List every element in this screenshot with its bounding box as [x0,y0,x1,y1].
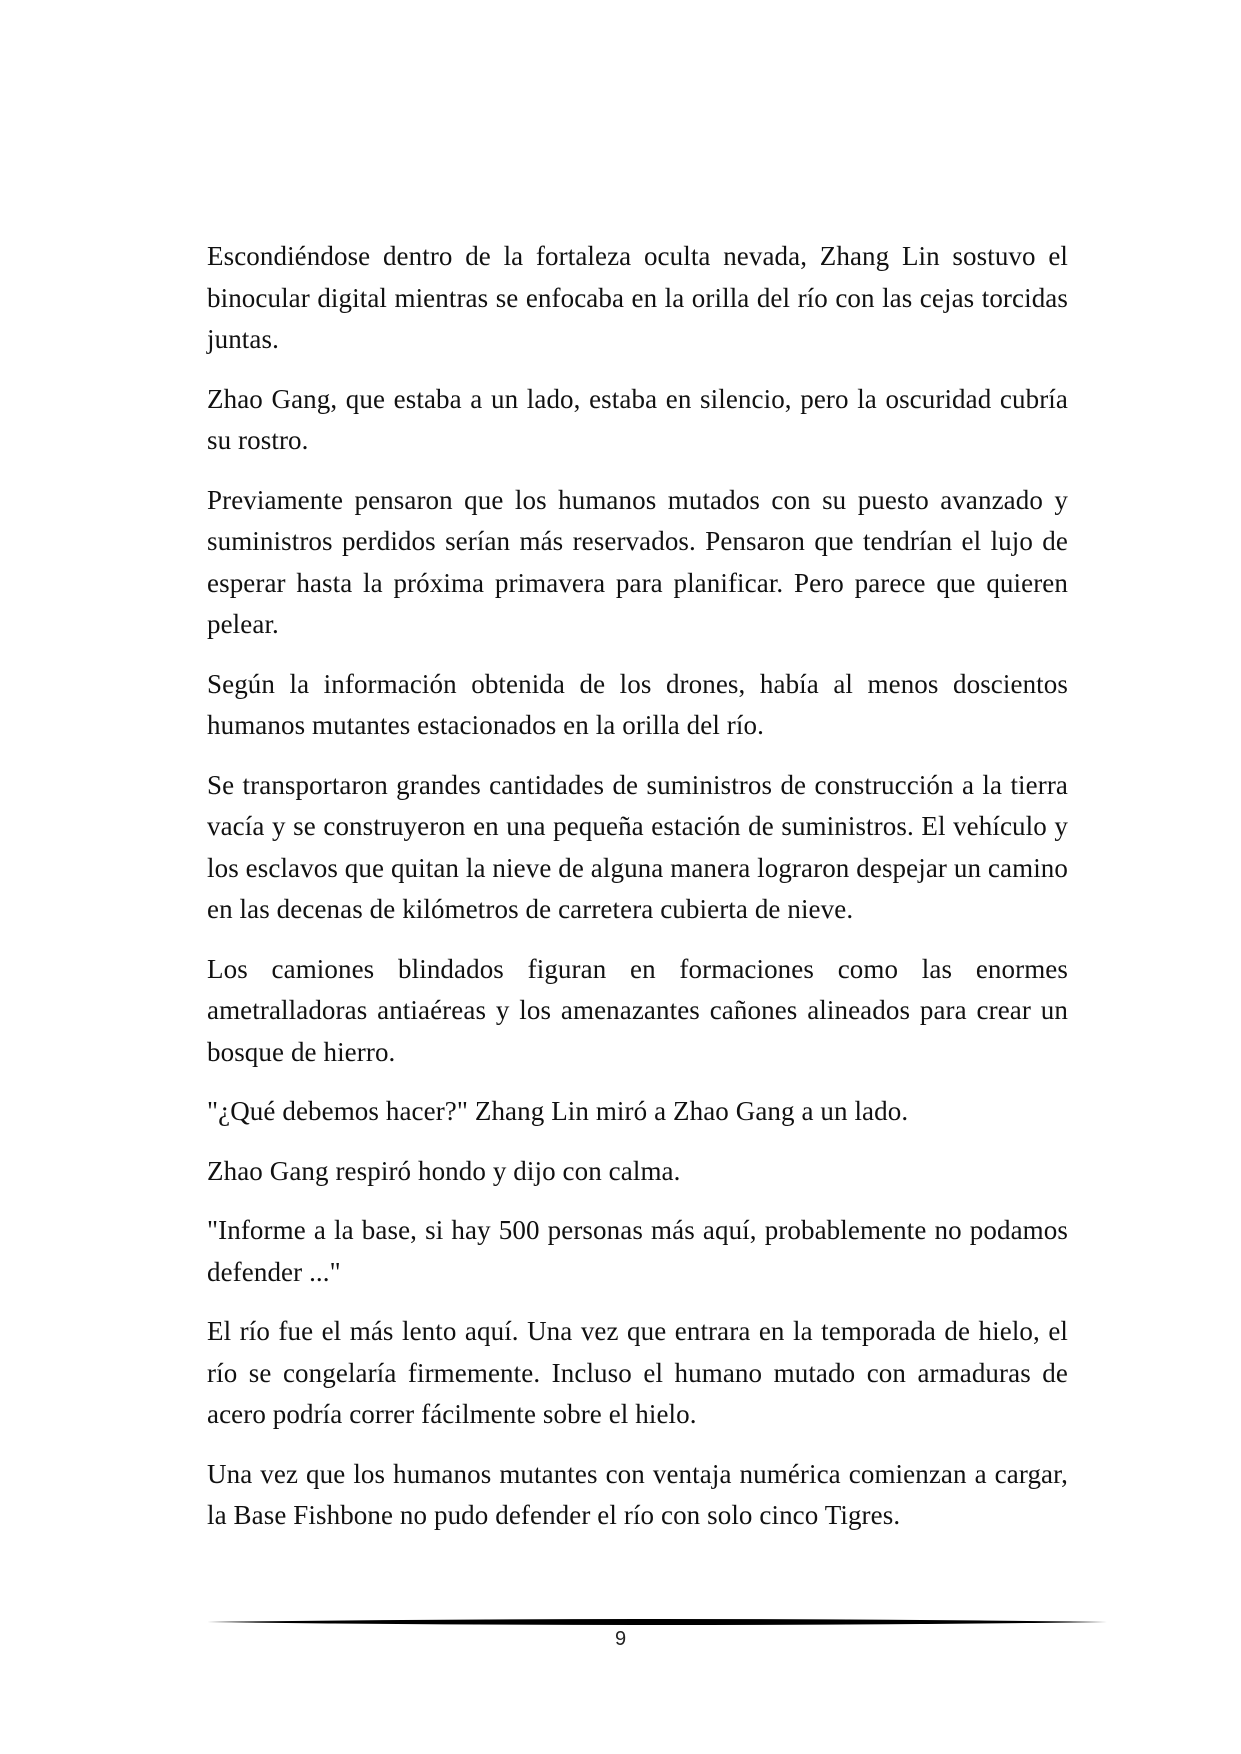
paragraph: Los camiones blindados figuran en formaciones como las enormes ametralladoras antiaéreas y los amenazantes cañones alineados para crear un bosque de hierro. [207,953,1068,1067]
paragraph: Previamente pensaron que los humanos mutados con su puesto avanzado y suministros perdidos serían más reservados. Pensaron que tendrían el lujo de esperar hasta la próxima primavera para planificar. Pero parece que quieren pelear. [207,484,1068,639]
page-body [207,236,1068,1555]
paragraph: Una vez que los humanos mutantes con ventaja numérica comienzan a cargar, la Base Fishbone no pudo defender el río con solo cinco Tigres. [207,1458,1068,1530]
paragraph: "Informe a la base, si hay 500 personas más aquí, probablemente no podamos defender ..." [207,1215,1068,1287]
paragraph: "¿Qué debemos hacer?" Zhang Lin miró a Zhao Gang a un lado. [207,1096,909,1126]
paragraph: Zhao Gang respiró hondo y dijo con calma. [207,1155,681,1186]
paragraph: Zhao Gang, que estaba a un lado, estaba en silencio, pero la oscuridad cubría su rostro. [207,383,1068,455]
paragraph: Se transportaron grandes cantidades de suministros de construcción a la tierra vacía y se construyeron en una pequeña estación de suministros. El vehículo y los esclavos que quitan la nieve de alguna manera lograron despejar un camino en las decenas de kilómetros de carretera cubierta de nieve. [207,769,1068,924]
paragraph: El río fue el más lento aquí. Una vez que entrara en la temporada de hielo, el río se congelaría firmemente. Incluso el humano mutado con armaduras de acero podría correr fácilmente sobre el hielo. [207,1316,1068,1429]
page-number: 9 [614,1628,627,1650]
paragraph: Según la información obtenida de los drones, había al menos doscientos humanos mutantes estacionados en la orilla del río. [207,668,1068,740]
paragraph: Escondiéndose dentro de la fortaleza oculta nevada, Zhang Lin sostuvo el binocular digital mientras se enfocaba en la orilla del río con las cejas torcidas juntas. [207,241,1068,354]
footer-divider [207,1617,1107,1627]
